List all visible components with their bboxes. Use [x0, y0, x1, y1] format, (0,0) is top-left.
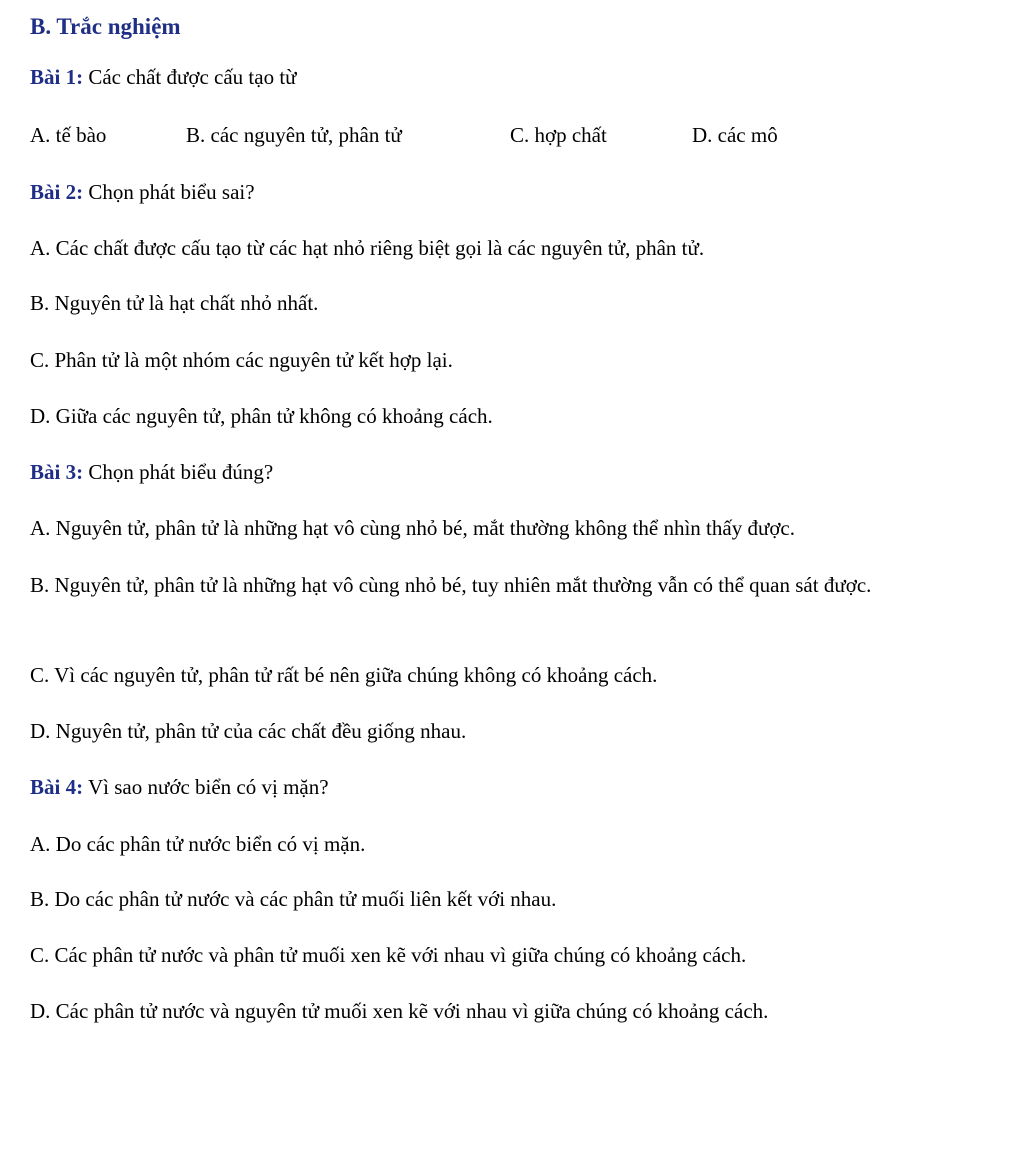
question-2-option-d: D. Giữa các nguyên tử, phân tử không có khoảng cách.	[30, 404, 493, 428]
question-3-option-d: D. Nguyên tử, phân tử của các chất đều giống nhau.	[30, 719, 467, 743]
question-1-option-d: D. các mô	[692, 123, 778, 147]
question-2-option-a: A. Các chất được cấu tạo từ các hạt nhỏ riêng biệt gọi là các nguyên tử, phân tử.	[30, 236, 705, 260]
question-2-option-c: C. Phân tử là một nhóm các nguyên tử kết hợp lại.	[30, 348, 453, 372]
question-3-text: Chọn phát biểu đúng?	[88, 460, 274, 484]
question-4-option-d: D. Các phân tử nước và nguyên tử muối xen kẽ với nhau vì giữa chúng có khoảng cách.	[30, 999, 769, 1023]
question-3-option-a: A. Nguyên tử, phân tử là những hạt vô cùng nhỏ bé, mắt thường không thể nhìn thấy được.	[30, 516, 796, 540]
question-1-option-c: C. hợp chất	[510, 123, 607, 147]
question-4	[30, 772, 329, 802]
question-2-text: Chọn phát biểu sai?	[88, 180, 255, 204]
question-3-option-b: B. Nguyên tử, phân tử là những hạt vô cùng nhỏ bé, tuy nhiên mắt thường vẫn có thể quan sát được.	[30, 573, 872, 597]
question-1-option-a: A. tế bào	[30, 123, 107, 147]
question-4-option-a: A. Do các phân tử nước biển có vị mặn.	[30, 832, 366, 856]
question-4-text: Vì sao nước biển có vị mặn?	[87, 775, 329, 799]
question-1-option-b: B. các nguyên tử, phân tử	[186, 123, 402, 147]
question-1-label: Bài 1:	[30, 65, 84, 89]
question-1-text: Các chất được cấu tạo từ	[88, 65, 297, 89]
question-1	[30, 62, 297, 92]
question-2	[30, 177, 255, 207]
question-4-label: Bài 4:	[30, 775, 84, 799]
question-2-option-b: B. Nguyên tử là hạt chất nhỏ nhất.	[30, 291, 319, 315]
section-title: B. Trắc nghiệm	[30, 14, 181, 39]
question-4-option-c: C. Các phân tử nước và phân tử muối xen kẽ với nhau vì giữa chúng có khoảng cách.	[30, 943, 747, 967]
question-3	[30, 457, 273, 487]
question-3-option-c: C. Vì các nguyên tử, phân tử rất bé nên giữa chúng không có khoảng cách.	[30, 663, 658, 687]
question-4-option-b: B. Do các phân tử nước và các phân tử muối liên kết với nhau.	[30, 887, 557, 911]
question-2-label: Bài 2:	[30, 180, 84, 204]
question-3-label: Bài 3:	[30, 460, 84, 484]
